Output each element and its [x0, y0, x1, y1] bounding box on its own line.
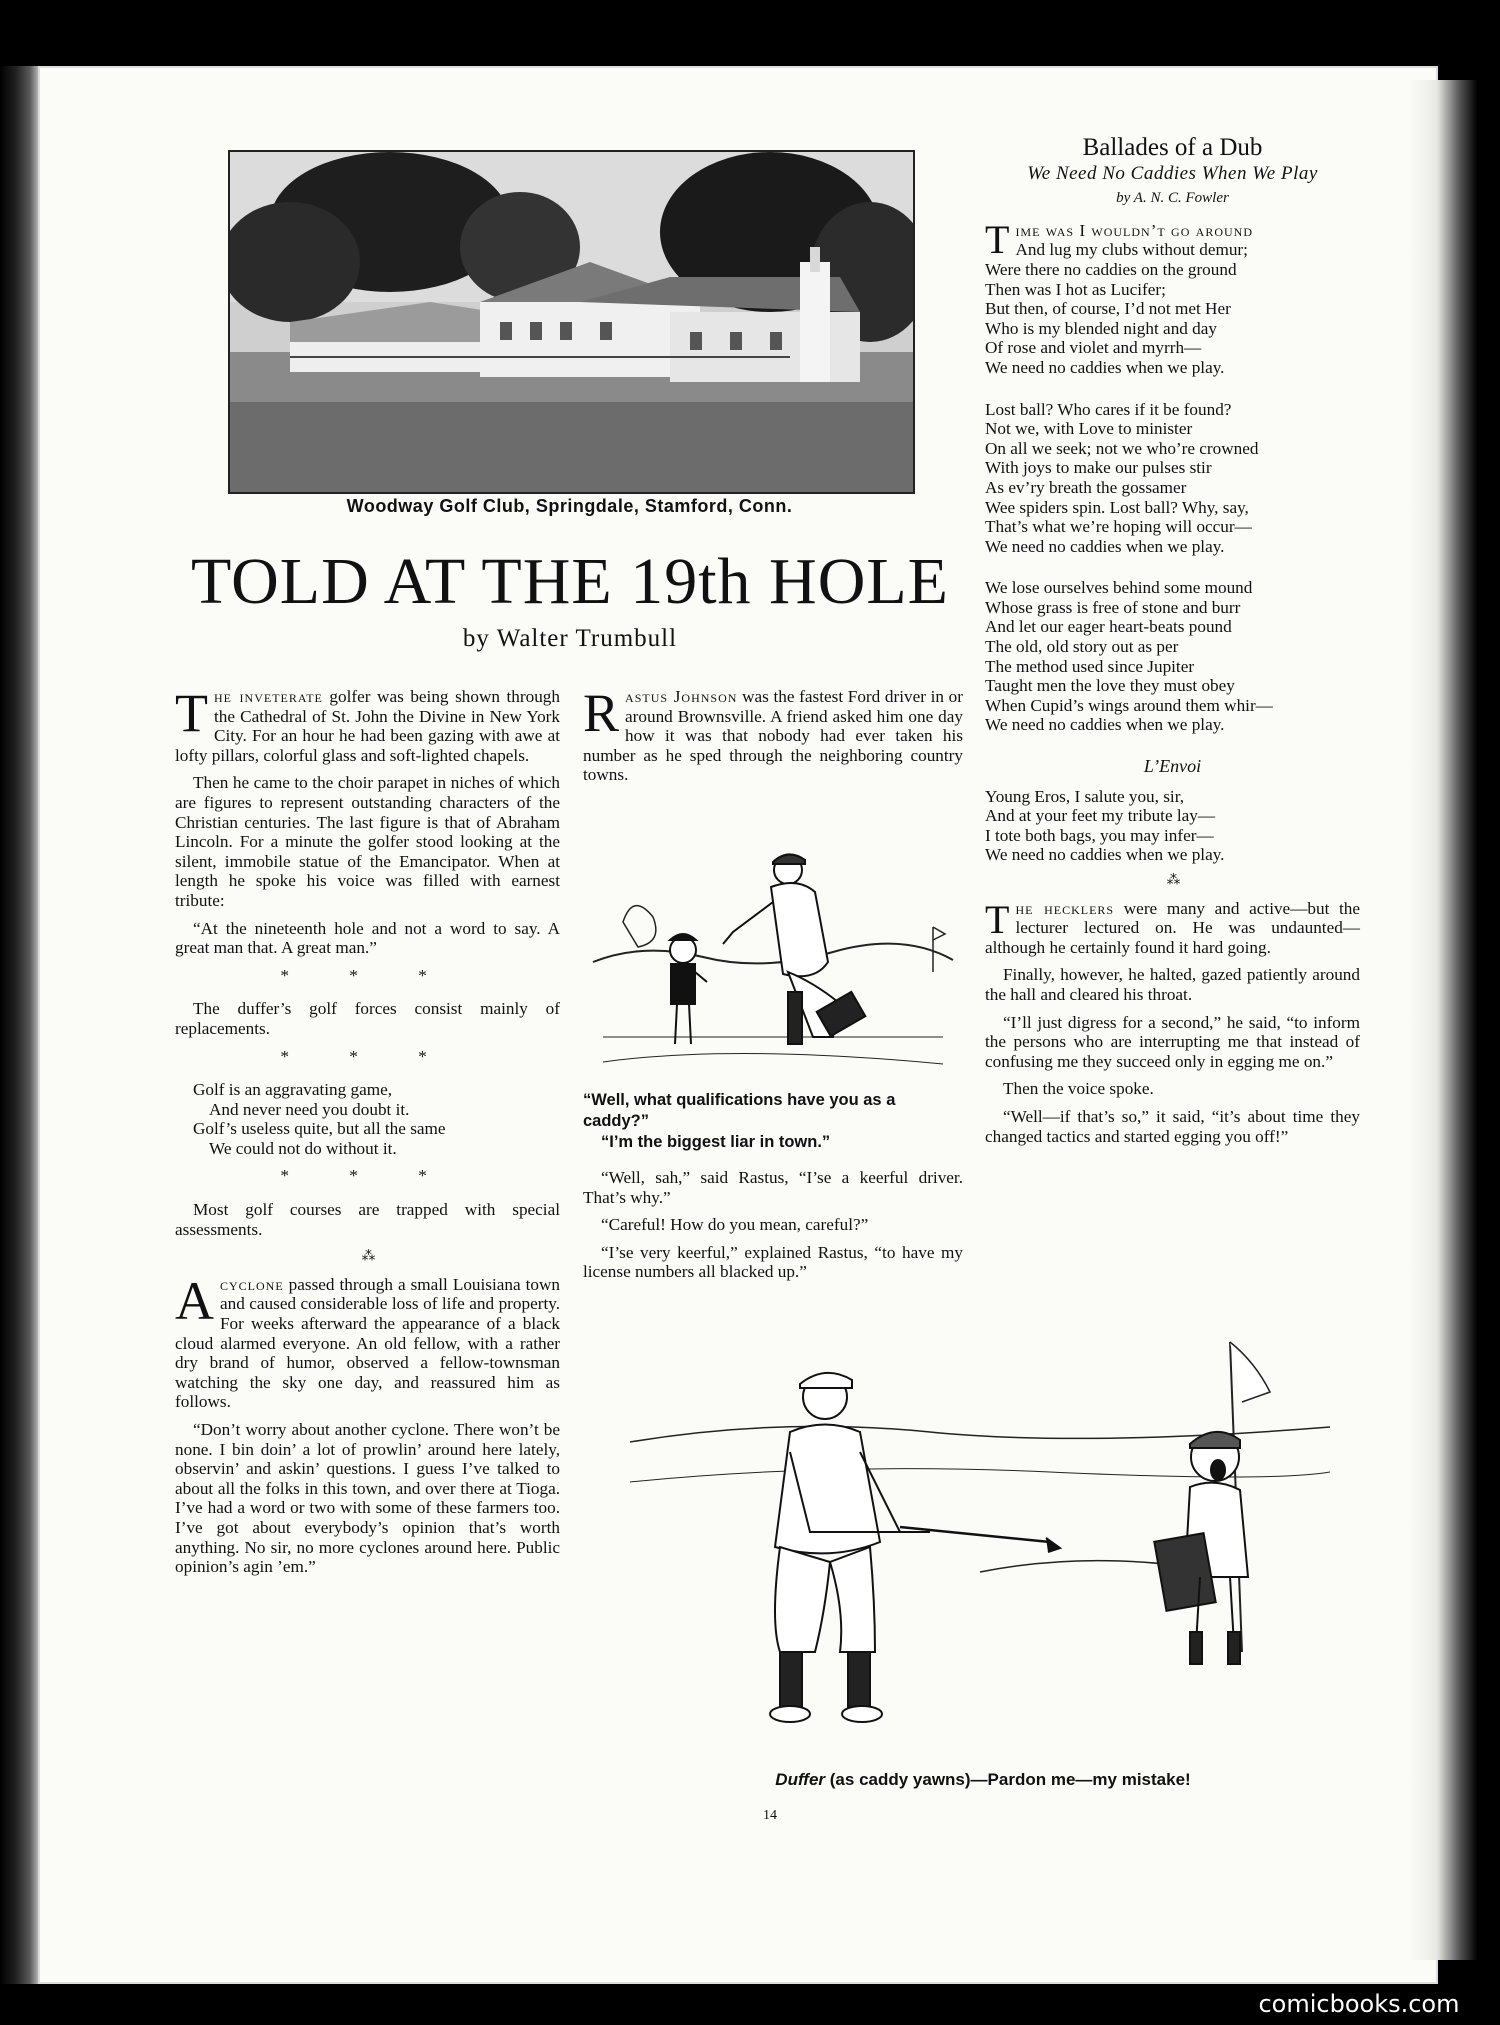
drop-cap: R: [583, 683, 620, 743]
caddy-cartoon: [583, 832, 963, 1087]
drop-cap: T: [175, 683, 208, 743]
article-title: TOLD AT THE 19th HOLE: [191, 545, 949, 618]
paragraph-hecklers: The hecklers were many and active—but the lecturer lectured on. He was undaunted—although he certainly found it hard going.: [985, 896, 1361, 957]
ornament: ⁂: [361, 1249, 374, 1265]
separator-stars: * * *: [280, 1166, 455, 1186]
page-number: 14: [763, 1808, 777, 1823]
column-right: [985, 134, 1361, 1154]
column-left: [175, 683, 560, 1585]
poem-subtitle: We Need No Caddies When We Play: [1027, 162, 1318, 184]
paragraph-cathedral: The inveterate golfer was being shown through the Cathedral of St. John the Divine in New York City. For an hour he had been gazing with awe at lofty pillars, colorful glass and soft-lighted chapels.: [175, 683, 560, 765]
photo-caption: Woodway Golf Club, Springdale, Stamford, Conn.: [346, 496, 793, 516]
paragraph-nineteenth-hole: “At the nineteenth hole and not a word to say. A great man that. A great man.”: [175, 918, 560, 958]
paragraph-egging-off: “Well—if that’s so,” it said, “it’s about time they changed tactics and started egging you off!”: [985, 1106, 1360, 1146]
poem-title: Ballades of a Dub: [1082, 134, 1263, 161]
poem-envoi: Young Eros, I salute you, sir, And at your feet my tribute lay— I tote both bags, you may infer— We need no caddies when we play.: [985, 786, 1225, 865]
clubhouse-photo: [228, 150, 915, 494]
poem-stanza-1: Time was I wouldn’t go around And lug my clubs without demur; Were there no caddies on the ground Then was I hot as Lucifer; But then, of course, I’d not met Her Who is my blended night and day Of rose and violet and myrrh— We need no caddies when we play.: [985, 216, 1254, 377]
paragraph-halted: Finally, however, he halted, gazed patiently around the hall and cleared his throat.: [985, 965, 1360, 1004]
book-spine: [0, 66, 40, 1984]
column-middle: [583, 683, 963, 793]
golf-verse: Golf is an aggravating game, And never need you doubt it. Golf’s useless quite, but all the same We could not do without it.: [193, 1080, 446, 1158]
envoi-title: L’Envoi: [1143, 756, 1202, 777]
paragraph-duffer: The duffer’s golf forces consist mainly of replacements.: [175, 999, 560, 1038]
drop-cap: A: [175, 1270, 214, 1331]
paragraph-digress: “I’ll just digress for a second,” he said, “to inform the persons who are interrupting me that instead of confusing me they succeed only in egging me on.”: [985, 1012, 1360, 1071]
ornament: ⁂: [1166, 873, 1179, 888]
poem-stanza-2: Lost ball? Who cares if it be found? Not we, with Love to minister On all we seek; not we who’re crowned With joys to make our pulses stir As ev’ry breath the gossamer Wee spiders spin. Lost ball? Why, say, That’s what we’re hoping will occur— We need no caddies when we play.: [985, 399, 1259, 556]
separator-stars: * * *: [280, 965, 455, 985]
poem-author: by A. N. C. Fowler: [1116, 190, 1229, 207]
paragraph-assessments: Most golf courses are trapped with special assessments.: [175, 1200, 560, 1239]
drop-cap: T: [985, 216, 1010, 262]
drop-cap: T: [985, 896, 1010, 942]
facing-page-edge: [1410, 80, 1500, 1960]
duffer-cartoon: [630, 1322, 1330, 1762]
paragraph-lincoln: Then he came to the choir parapet in niches of which are figures to represent outstanding characters of the Christian centuries. The last figure is that of Abraham Lincoln. For a minute the golfer stood looking at the silent, immobile statue of the Emancipator. When at length he spoke his voice was filled with earnest tribute:: [175, 773, 560, 910]
paragraph-public-opinion: “Don’t worry about another cyclone. There won’t be none. I bin doin’ a lot of prowlin’ around here lately, observin’ and askin’ questions. I guess I’ve talked to about all the folks in this town, and over there at Tioga. I’ve had a word or two with some of these farmers too. I’ve got about everybody’s opinion that’s worth anything. No sir, no more cyclones around here. Public opinion’s agin ’em.”: [175, 1420, 560, 1577]
site-watermark: comicbooks.com: [1218, 1986, 1500, 2025]
paragraph-cyclone: A cyclone passed through a small Louisiana town and caused considerable loss of life and property. For weeks afterward the appearance of a black cloud alarmed everyone. An old fellow, with a rather dry brand of humor, observed a fellow-townsman watching the sky one day, and reassured him as follows.: [175, 1270, 560, 1412]
paragraph-keerful-driver: “Well, sah,” said Rastus, “I’se a keerful driver. That’s why.”: [583, 1168, 963, 1207]
article-byline: by Walter Trumbull: [462, 625, 678, 652]
cartoon1-caption: “Well, what qualifications have you as a caddy?” “I’m the biggest liar in town.”: [583, 1091, 896, 1151]
paragraph-license-numbers: “I’se very keerful,” explained Rastus, “to have my license numbers all blacked up.”: [583, 1242, 963, 1282]
paragraph-rastus: Rastus Johnson was the fastest Ford driver in or around Brownsville. A friend asked him one day how it was that nobody had ever taken his number as he sped through the neighboring country towns.: [583, 683, 963, 785]
poem-stanza-3: We lose ourselves behind some mound Whose grass is free of stone and burr And let our eager heart-beats pound The old, old story out as per The method used since Jupiter Taught men the love they must obey When Cupid’s wings around them whir— We need no caddies when we play.: [985, 578, 1273, 735]
separator-stars: * * *: [280, 1046, 455, 1066]
cartoon2-caption: Duffer (as caddy yawns)—Pardon me—my mistake!: [775, 1770, 1191, 1789]
column-middle-continued: [583, 1168, 963, 1290]
paragraph-careful: “Careful! How do you mean, careful?”: [601, 1215, 869, 1235]
paragraph-voice: Then the voice spoke.: [1003, 1079, 1154, 1099]
